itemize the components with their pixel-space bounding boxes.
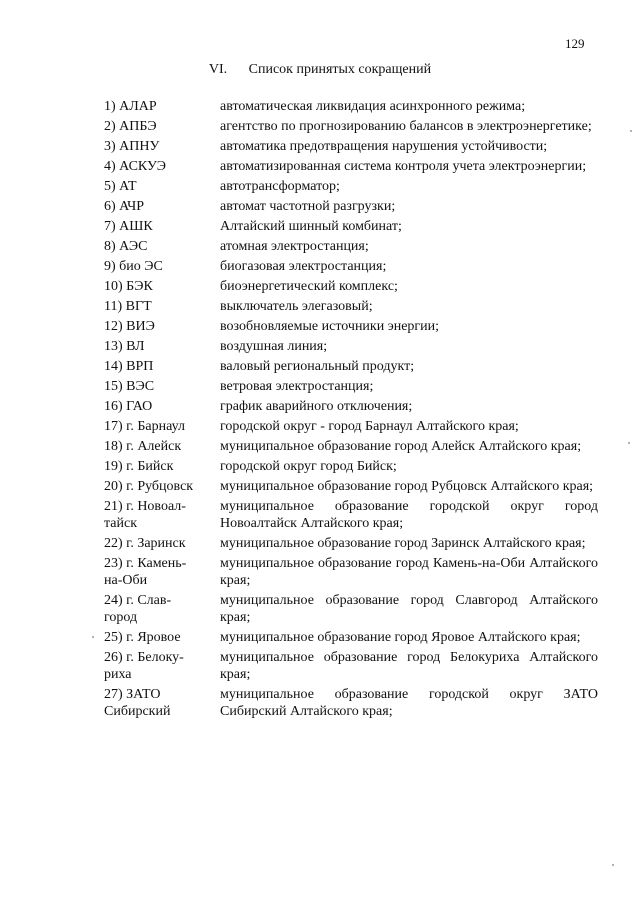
abbreviation-definition: городской округ - город Барнаул Алтайского края;	[220, 419, 519, 434]
abbreviation-term: 13) ВЛ	[104, 339, 145, 354]
abbreviation-row	[104, 318, 598, 335]
abbreviation-definition: возобновляемые источники энергии;	[220, 319, 440, 334]
abbreviation-definition: автотрансформатор;	[220, 179, 340, 194]
abbreviation-row	[104, 535, 598, 552]
section-title	[0, 62, 640, 78]
abbreviation-row	[104, 178, 598, 195]
abbreviation-term: 12) ВИЭ	[104, 319, 155, 334]
abbreviation-definition: биогазовая электростанция;	[220, 259, 387, 274]
scan-speck	[92, 636, 94, 638]
abbreviation-definition: муниципальное образование город Яровое Алтайского края;	[220, 630, 581, 645]
abbreviation-term: 25) г. Яровое	[104, 630, 181, 645]
abbreviation-term: 8) АЭС	[104, 239, 148, 254]
section-title-text: Список принятых сокращений	[248, 62, 432, 77]
scan-speck	[612, 864, 614, 866]
abbreviation-row	[104, 198, 598, 215]
abbreviation-term: 27) ЗАТО Сибирский	[104, 687, 171, 719]
abbreviation-definition: автоматика предотвращения нарушения устойчивости;	[220, 139, 548, 154]
abbreviation-list	[104, 98, 598, 723]
abbreviation-term: 17) г. Барнаул	[104, 419, 185, 434]
abbreviation-definition: выключатель элегазовый;	[220, 299, 373, 314]
abbreviation-row	[104, 498, 598, 532]
abbreviation-definition: автоматизированная система контроля учета электроэнергии;	[220, 159, 587, 174]
abbreviation-definition: ветровая электростанция;	[220, 379, 374, 394]
abbreviation-row	[104, 298, 598, 315]
abbreviation-term: 10) БЭК	[104, 279, 153, 294]
abbreviation-row	[104, 258, 598, 275]
scan-speck	[628, 442, 630, 444]
abbreviation-row	[104, 278, 598, 295]
abbreviation-term: 4) АСКУЭ	[104, 159, 166, 174]
abbreviation-term: 15) ВЭС	[104, 379, 155, 394]
abbreviation-term: 14) ВРП	[104, 359, 154, 374]
abbreviation-definition: Алтайский шинный комбинат;	[220, 219, 402, 234]
abbreviation-definition: муниципальное образование город Камень-на-Оби Алтайского края;	[220, 556, 598, 588]
abbreviation-row	[104, 649, 598, 683]
abbreviation-definition: автомат частотной разгрузки;	[220, 199, 396, 214]
abbreviation-row	[104, 555, 598, 589]
abbreviation-row	[104, 158, 598, 175]
abbreviation-term: 7) АШК	[104, 219, 153, 234]
page-number: 129	[565, 36, 585, 51]
abbreviation-row	[104, 629, 598, 646]
abbreviation-row	[104, 438, 598, 455]
abbreviation-definition: график аварийного отключения;	[220, 399, 413, 414]
abbreviation-definition: автоматическая ликвидация асинхронного режима;	[220, 99, 526, 114]
abbreviation-row	[104, 238, 598, 255]
scan-speck	[630, 130, 632, 132]
abbreviation-row	[104, 338, 598, 355]
abbreviation-term: 6) АЧР	[104, 199, 145, 214]
abbreviation-row	[104, 458, 598, 475]
abbreviation-term: 19) г. Бийск	[104, 459, 174, 474]
abbreviation-term: 21) г. Новоал- тайск	[104, 499, 186, 531]
abbreviation-row	[104, 218, 598, 235]
abbreviation-term: 24) г. Слав- город	[104, 593, 172, 625]
abbreviation-definition: муниципальное образование город Заринск Алтайского края;	[220, 536, 586, 551]
abbreviation-definition: биоэнергетический комплекс;	[220, 279, 398, 294]
abbreviation-definition: муниципальное образование город Славгород Алтайского края;	[220, 593, 598, 625]
abbreviation-definition: атомная электростанция;	[220, 239, 369, 254]
abbreviation-row	[104, 98, 598, 115]
abbreviation-row	[104, 138, 598, 155]
abbreviation-definition: муниципальное образование городской округ ЗАТО Сибирский Алтайского края;	[220, 687, 598, 719]
abbreviation-term: 1) АЛАР	[104, 99, 157, 114]
abbreviation-term: 23) г. Камень- на-Оби	[104, 556, 187, 588]
abbreviation-term: 11) ВГТ	[104, 299, 152, 314]
abbreviation-definition: муниципальное образование город Белокуриха Алтайского края;	[220, 650, 598, 682]
abbreviation-definition: муниципальное образование городской округ город Новоалтайск Алтайского края;	[220, 499, 598, 531]
abbreviation-row	[104, 118, 598, 135]
abbreviation-term: 26) г. Белоку- риха	[104, 650, 184, 682]
abbreviation-row	[104, 478, 598, 495]
abbreviation-term: 3) АПНУ	[104, 139, 160, 154]
abbreviation-definition: муниципальное образование город Рубцовск Алтайского края;	[220, 479, 594, 494]
abbreviation-term: 16) ГАО	[104, 399, 153, 414]
abbreviation-term: 5) АТ	[104, 179, 137, 194]
abbreviation-term: 20) г. Рубцовск	[104, 479, 194, 494]
abbreviation-row	[104, 398, 598, 415]
abbreviation-row	[104, 592, 598, 626]
abbreviation-term: 2) АПБЭ	[104, 119, 157, 134]
section-number: VI.	[208, 62, 228, 77]
abbreviation-row	[104, 358, 598, 375]
abbreviation-definition: агентство по прогнозированию балансов в электроэнергетике;	[220, 119, 592, 134]
abbreviation-row	[104, 418, 598, 435]
abbreviation-term: 9) био ЭС	[104, 259, 163, 274]
abbreviation-term: 18) г. Алейск	[104, 439, 182, 454]
abbreviation-row	[104, 686, 598, 720]
abbreviation-definition: муниципальное образование город Алейск Алтайского края;	[220, 439, 582, 454]
abbreviation-definition: валовый региональный продукт;	[220, 359, 415, 374]
abbreviation-definition: воздушная линия;	[220, 339, 328, 354]
abbreviation-row	[104, 378, 598, 395]
abbreviation-definition: городской округ город Бийск;	[220, 459, 397, 474]
abbreviation-term: 22) г. Заринск	[104, 536, 186, 551]
